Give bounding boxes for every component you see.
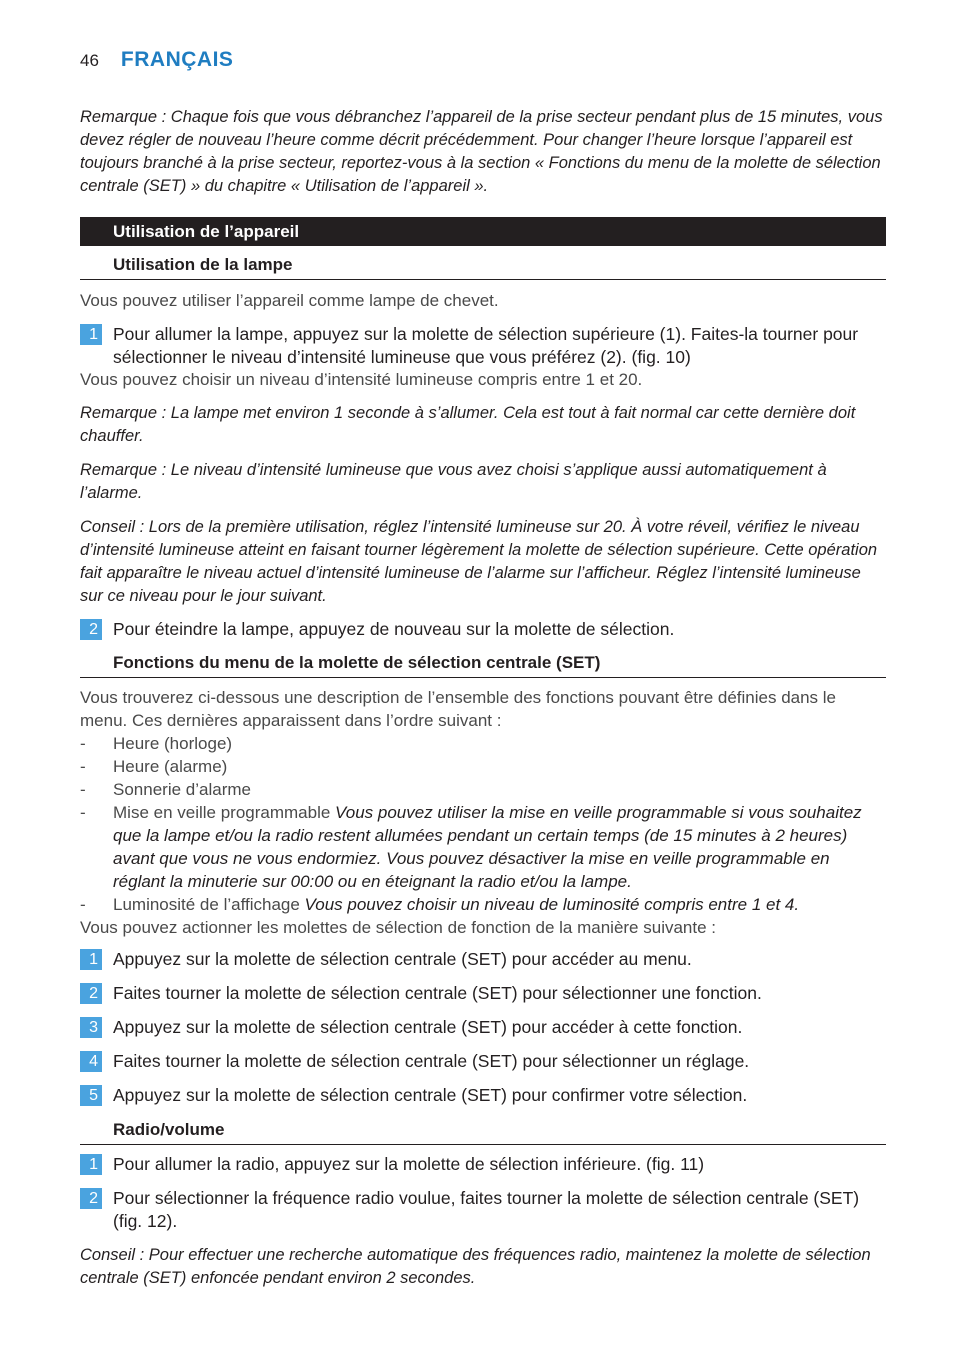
list-item: - Mise en veille programmable Vous pouvez utiliser la mise en veille programmable si vous souhaitez que la lampe et/ou la radio restent allumées pendant un certain temps (de 15 minutes à 2 heures) avant que vous ne vous endormiez. Vous pouvez désactiver la mise en veille programmable en réglant la minuterie sur 00:00 ou en éteignant la radio et/ou la lampe.	[80, 803, 862, 891]
section-bar: Utilisation de l’appareil	[80, 217, 886, 246]
step-number: 2	[80, 619, 102, 640]
language-title: FRANÇAIS	[120, 48, 234, 71]
lamp-step-1-detail: Vous pouvez choisir un niveau d’intensité lumineuse compris entre 1 et 20.	[80, 370, 643, 389]
radio-step-1	[80, 1153, 886, 1176]
list-item-detail: Vous pouvez choisir un niveau de luminosité compris entre 1 et 4.	[304, 895, 800, 914]
step-text: Faites tourner la molette de sélection centrale (SET) pour sélectionner une fonction.	[113, 983, 762, 1003]
subheading-menu: Fonctions du menu de la molette de sélection centrale (SET)	[80, 651, 886, 678]
lamp-note-2: Remarque : Le niveau d’intensité lumineuse que vous avez choisi s’applique aussi automatiquement à l’alarme.	[80, 461, 827, 502]
step-number: 2	[80, 983, 102, 1004]
step-text: Pour allumer la radio, appuyez sur la molette de sélection inférieure. (fig. 11)	[113, 1154, 705, 1174]
step-text: Appuyez sur la molette de sélection centrale (SET) pour accéder à cette fonction.	[113, 1017, 743, 1037]
menu-step-3	[80, 1016, 886, 1039]
lamp-step-1	[80, 323, 886, 369]
step-number: 3	[80, 1017, 102, 1038]
lamp-step-2	[80, 618, 886, 641]
menu-step-1	[80, 948, 886, 971]
menu-function-list	[80, 732, 886, 939]
page-number: 46	[80, 51, 99, 70]
menu-step-4	[80, 1050, 886, 1073]
page-header	[80, 48, 233, 72]
intro-note: Remarque : Chaque fois que vous débranchez l’appareil de la prise secteur pendant plus de 15 minutes, vous devez régler de nouveau l’heure comme décrit précédemment. Pour changer l’heure lorsque l’appareil est toujours branché à la prise secteur, reportez-vous à la section « Fonctions du menu de la molette de sélection centrale (SET) » du chapitre « Utilisation de l’appareil ».	[80, 108, 883, 195]
menu-step-2	[80, 982, 886, 1005]
list-item: - Luminosité de l’affichage Vous pouvez choisir un niveau de luminosité compris entre 1 et 4.	[80, 895, 800, 914]
subheading-lamp: Utilisation de la lampe	[80, 253, 886, 280]
lamp-intro: Vous pouvez utiliser l’appareil comme lampe de chevet.	[80, 291, 499, 310]
menu-intro: Vous trouverez ci-dessous une description de l’ensemble des fonctions pouvant être définies dans le menu. Ces dernières apparaissent dans l’ordre suivant :	[80, 688, 837, 730]
step-number: 1	[80, 949, 102, 970]
list-item: - Sonnerie d’alarme	[80, 780, 251, 799]
menu-step-5	[80, 1084, 886, 1107]
lamp-note-1: Remarque : La lampe met environ 1 seconde à s’allumer. Cela est tout à fait normal car cette dernière doit chauffer.	[80, 404, 856, 445]
menu-after-text: Vous pouvez actionner les molettes de sélection de fonction de la manière suivante :	[80, 918, 716, 937]
step-text: Pour allumer la lampe, appuyez sur la molette de sélection supérieure (1). Faites-la tourner pour sélectionner le niveau d’intensité lumineuse que vous préférez (2). (fig. 10)	[113, 324, 859, 367]
list-item-detail: Vous pouvez utiliser la mise en veille programmable si vous souhaitez que la lampe et/ou la radio restent allumées pendant un certain temps (de 15 minutes à 2 heures) avant que vous ne vous endormiez. Vous pouvez désactiver la mise en veille programmable en réglant la minuterie sur 00:00 ou en éteignant la radio et/ou la lampe.	[113, 803, 862, 891]
radio-tip: Conseil : Pour effectuer une recherche automatique des fréquences radio, maintenez la molette de sélection centrale (SET) enfoncée pendant environ 2 secondes.	[80, 1246, 871, 1287]
step-text: Appuyez sur la molette de sélection centrale (SET) pour accéder au menu.	[113, 949, 692, 969]
subheading-radio: Radio/volume	[80, 1118, 886, 1145]
step-number: 5	[80, 1085, 102, 1106]
list-item: - Heure (alarme)	[80, 757, 228, 776]
step-number: 2	[80, 1188, 102, 1209]
step-number: 1	[80, 1154, 102, 1175]
list-item: - Heure (horloge)	[80, 734, 233, 753]
step-number: 4	[80, 1051, 102, 1072]
step-text: Appuyez sur la molette de sélection centrale (SET) pour confirmer votre sélection.	[113, 1085, 748, 1105]
step-text: Faites tourner la molette de sélection centrale (SET) pour sélectionner un réglage.	[113, 1051, 750, 1071]
step-number: 1	[80, 324, 102, 345]
step-text: Pour éteindre la lampe, appuyez de nouveau sur la molette de sélection.	[113, 619, 675, 639]
radio-step-2	[80, 1187, 886, 1233]
step-text: Pour sélectionner la fréquence radio voulue, faites tourner la molette de sélection centrale (SET) (fig. 12).	[113, 1188, 860, 1231]
lamp-tip: Conseil : Lors de la première utilisation, réglez l’intensité lumineuse sur 20. À votre réveil, vérifiez le niveau d’intensité lumineuse atteint en faisant tourner légèrement la molette de sélection supérieure. Cette opération fait apparaître le niveau actuel d’intensité lumineuse de l’alarme sur l’afficheur. Réglez l’intensité lumineuse sur ce niveau pour le jour suivant.	[80, 518, 878, 605]
